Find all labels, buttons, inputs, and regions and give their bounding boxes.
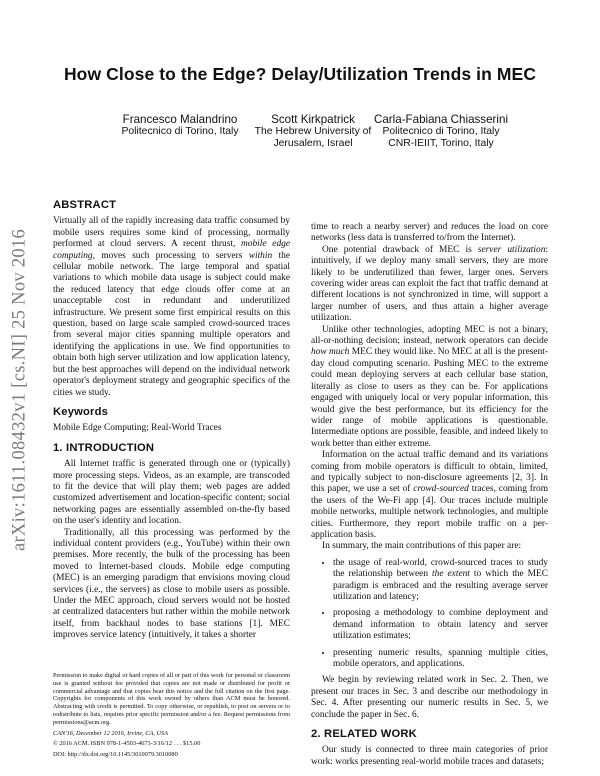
author-affiliation: Jerusalem, Israel bbox=[273, 138, 353, 149]
author-name: Carla-Fabiana Chiasserini bbox=[373, 113, 509, 126]
arxiv-identifier: arXiv:1611.08432v1 [cs.NI] 25 Nov 2016 bbox=[9, 228, 30, 552]
introduction-heading: 1. INTRODUCTION bbox=[53, 441, 155, 454]
intro-continuation: time to reach a nearby server) and reduces the load on core networks (less data is transferred to/from the Internet). bbox=[311, 222, 548, 244]
copyright-line: © 2016 ACM. ISBN 978-1-4503-4673-3/16/12 . . . $15.00 bbox=[53, 740, 201, 748]
list-item: • presenting numeric results, spanning multiple cities, mobile operators, and applications. bbox=[333, 648, 548, 671]
right-column bbox=[311, 222, 548, 768]
intro-paragraph: We begin by reviewing related work in Sec. 2. Then, we present our traces in Sec. 3 and describe our methodology in Sec. 4. After presenting our numeric results in Sec. 5, we conclude the paper in Sec. 6. bbox=[311, 675, 548, 720]
intro-paragraph: In summary, the main contributions of this paper are: bbox=[322, 541, 522, 552]
intro-paragraph: One potential drawback of MEC is server utilization: intuitively, if we deploy many small servers, they are more likely to be underutilized than fewer, larger ones. Servers covering wider areas can exploit the fact that traffic demand at different locations is not synchronized in time, will support a larger number of users, and thus attain a higher average utilization. bbox=[311, 244, 548, 324]
conference-line: CAN'16, December 12 2016, Irvine, CA, USA bbox=[53, 729, 169, 737]
permission-notice bbox=[53, 672, 290, 759]
intro-paragraph: Information on the actual traffic demand and its variations coming from mobile operators is difficult to obtain, limited, and typically subject to non-disclosure agreements [2, 3]. In this paper, we use a set of crowd-sourced traces, coming from the users of the We-Fi app [4]. Our traces include multiple mobile networks, multiple network technologies, and multiple cities. Furthermore, they report mobile traffic on a per-application basis. bbox=[311, 450, 548, 540]
author-affiliation: The Hebrew University of bbox=[254, 126, 372, 137]
list-item: • the usage of real-world, crowd-sourced traces to study the relationship between the extent to which the MEC paradigm is embraced and the resulting average server utilization and latency; bbox=[333, 558, 548, 604]
permission-text: Permission to make digital or hard copies of all or part of this work for personal or classroom use is granted without fee provided that copies are not made or distributed for profit or commercial advantage and that copies bear this notice and the full citation on the first page. Copyrights for components of this work owned by others than ACM must be honored. Abstracting with credit is permitted. To copy otherwise, or republish, to post on servers or to redistribute to lists, requires prior specific permission and/or a fee. Request permissions from permissions@acm.org. bbox=[53, 672, 290, 726]
intro-paragraph: All Internet traffic is generated through one or (typically) more processing steps. Videos, as an example, are transcoded to fit the device that will play them; web pages are added customized advertisement and location-specific content; social networking pages are essentially assembled on-the-fly based on the user's identity and location. bbox=[53, 459, 290, 527]
abstract-heading: ABSTRACT bbox=[53, 199, 117, 211]
intro-paragraph: Unlike other technologies, adopting MEC is not a binary, all-or-nothing decision; instead, network operators can decide how much MEC they would like. No MEC at all is the present-day cloud computing scenario. Pushing MEC to the extreme could mean deploying servers at each cellular base station, literally as close to users as they can be. For applications engaged with uniquely local or very popular information, this would give the best performance, but its efficiency for the wider range of mobile applications is questionable. Intermediate options are possible, feasible, and indeed likely to work better than either extreme. bbox=[311, 324, 549, 449]
author-affiliation: Politecnico di Torino, Italy bbox=[382, 126, 500, 137]
contributions-list bbox=[311, 558, 548, 671]
paper-title: How Close to the Edge? Delay/Utilization Trends in MEC bbox=[63, 64, 537, 84]
related-work-heading: 2. RELATED WORK bbox=[311, 728, 417, 741]
doi-line: DOI: http://dx.doi.org/10.1145/3010079.3010080 bbox=[53, 751, 178, 759]
author-name: Scott Kirkpatrick bbox=[271, 113, 355, 126]
related-work-paragraph: Our study is connected to three main categories of prior work: works presenting real-world mobile traces and datasets; bbox=[311, 745, 548, 767]
author-block bbox=[366, 114, 516, 150]
abstract-text: Virtually all of the rapidly increasing data traffic consumed by mobile users requires some kind of processing, normally performed at cloud servers. A recent thrust, mobile edge computing, moves such processing to servers within the cellular mobile network. The large temporal and spatial variations to which mobile data usage is subject could make the reduced latency that edge clouds offer come at an unacceptable cost in redundant and underutilized infrastructure. We present some first empirical results on this question, based on large scale sampled crowd-sourced traces from several major cities spanning multiple operators and identifying the applications in use. We find opportunities to obtain both high server utilization and low application latency, but the best approaches will depend on the individual network operator's deployment strategy and geographic specifics of the cities we study. bbox=[53, 216, 290, 398]
author-block bbox=[99, 114, 261, 138]
intro-paragraph: Traditionally, all this processing was performed by the individual content providers (e.g., YouTube) within their own premises. More recently, the bulk of the processing has been moved to Internet-based clouds. Mobile edge computing (MEC) is an emerging paradigm that envisions moving cloud services (i.e., the servers) as close to mobile users as possible. Under the MEC approach, cloud servers would not be hosted at centralized datacenters but rather within the mobile network itself, from backhaul nodes to base stations [1]. MEC improves service latency (intuitively, it takes a shorter bbox=[53, 527, 290, 641]
keywords-text: Mobile Edge Computing; Real-World Traces bbox=[53, 423, 222, 434]
left-column bbox=[53, 200, 290, 642]
author-name: Francesco Malandrino bbox=[122, 113, 238, 126]
author-affiliation: Politecnico di Torino, Italy bbox=[121, 126, 239, 137]
list-item: • proposing a methodology to combine deployment and demand information to obtain latency and server utilization estimates; bbox=[333, 608, 548, 642]
arxiv-stamp bbox=[1, 205, 39, 575]
author-affiliation: CNR-IEIIT, Torino, Italy bbox=[388, 138, 494, 149]
keywords-heading: Keywords bbox=[53, 405, 109, 418]
